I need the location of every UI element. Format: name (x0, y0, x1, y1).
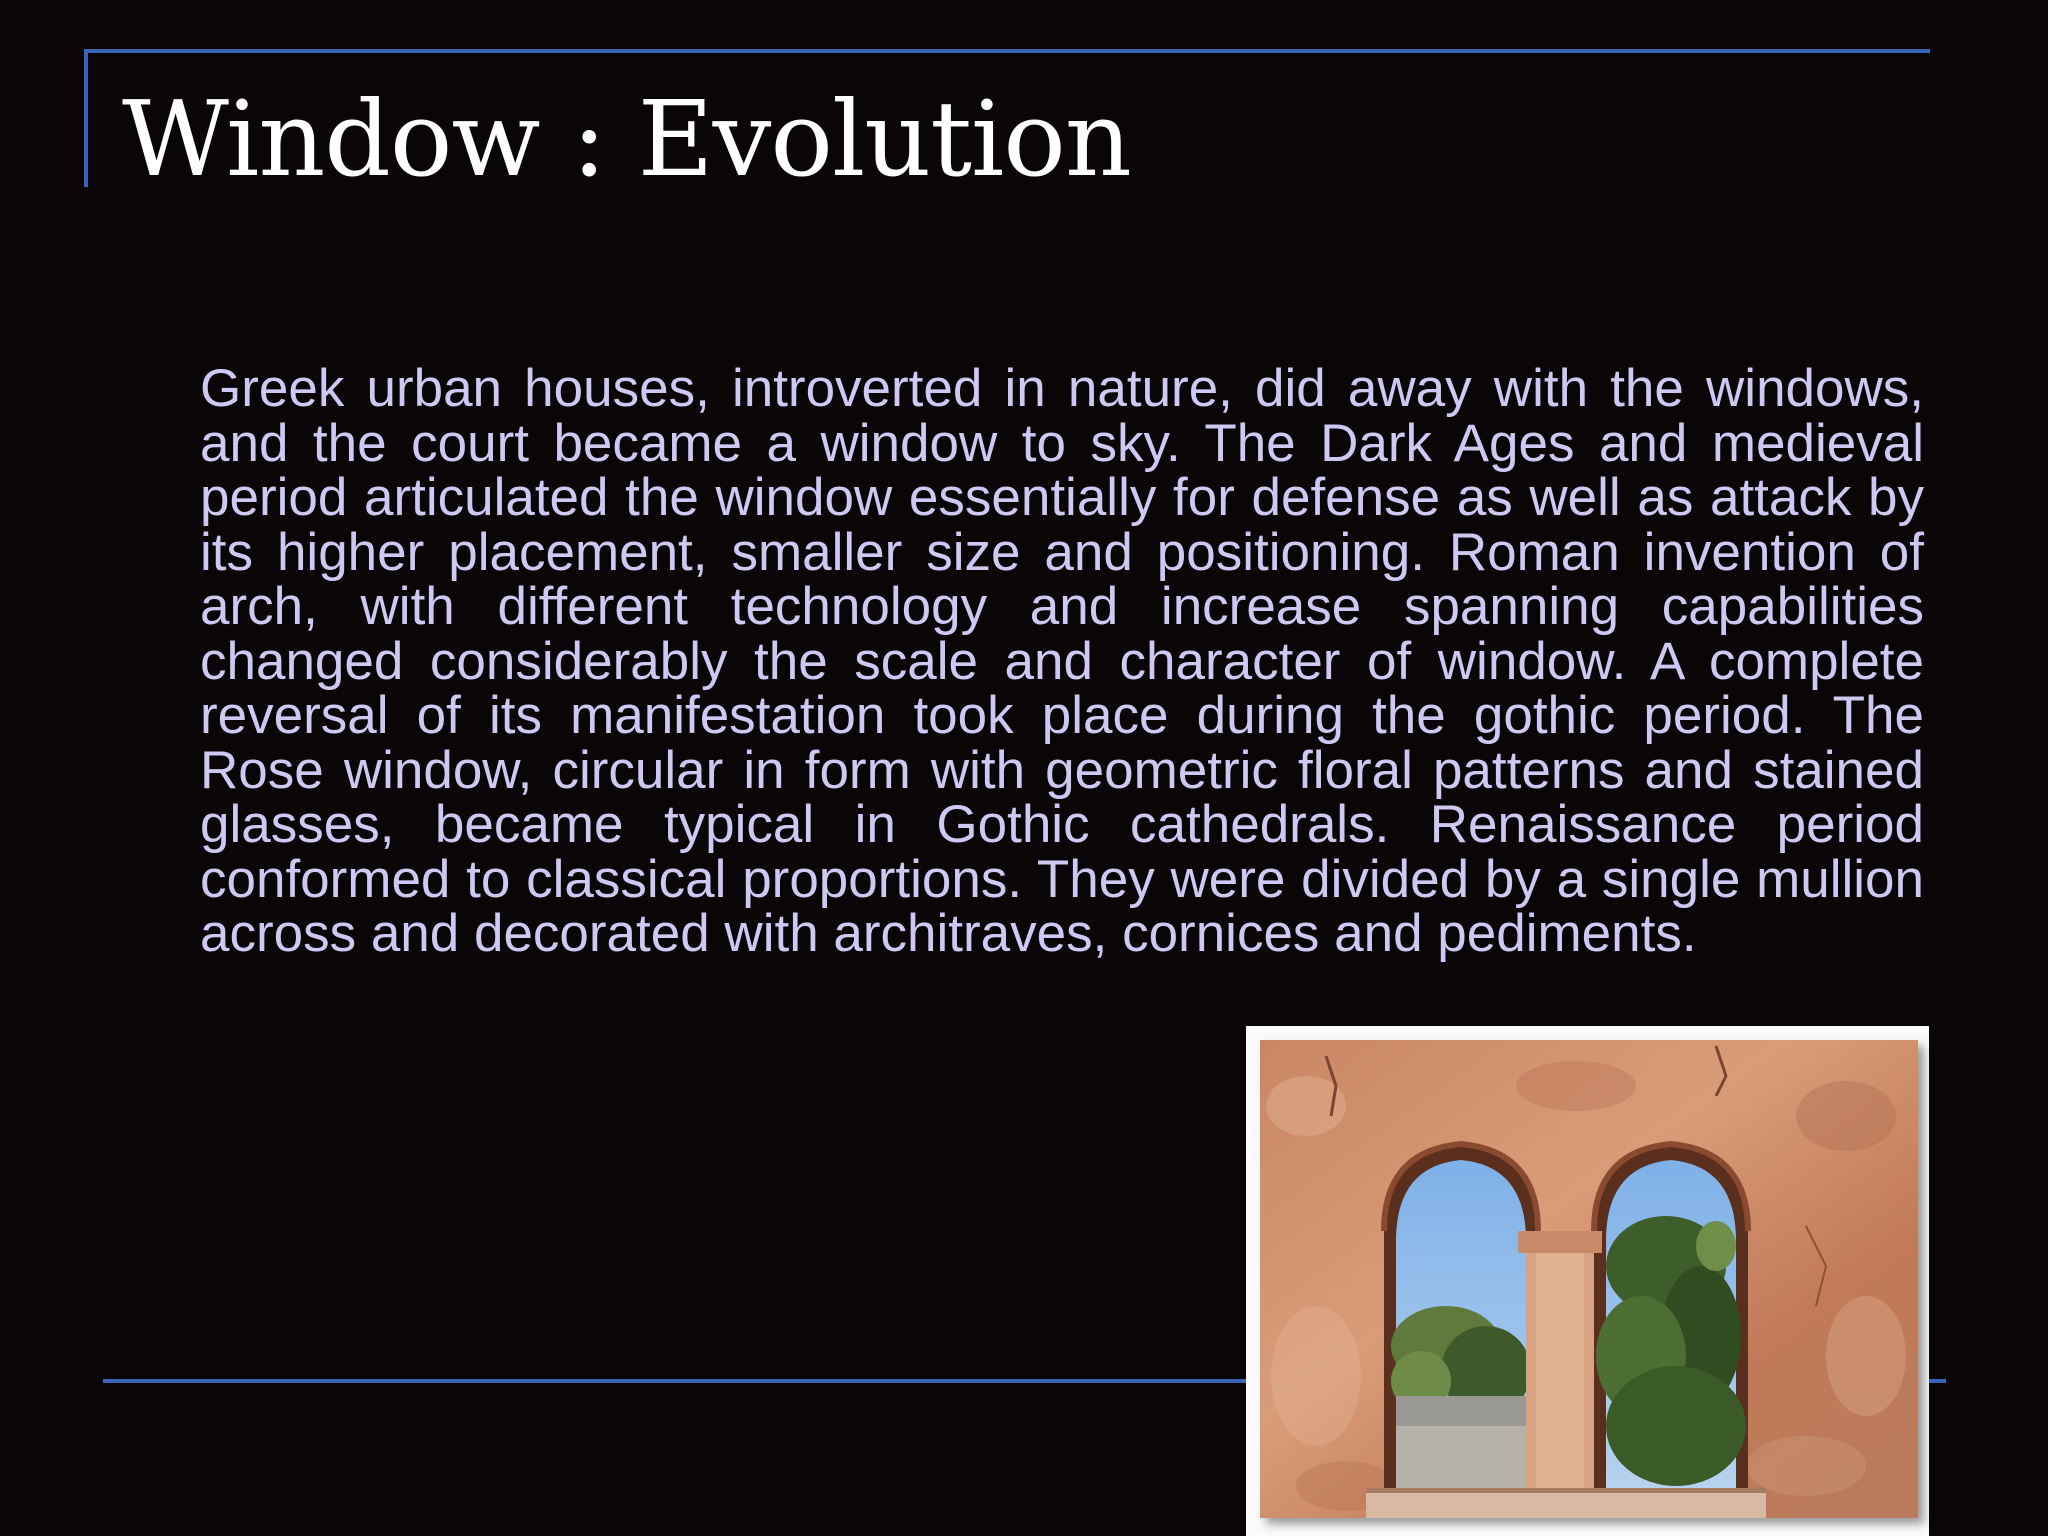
slide-title: Window : Evolution (122, 78, 1131, 200)
left-rule (84, 49, 88, 187)
body-paragraph: Greek urban houses, introverted in nature, did away with the windows, and the court became a window to sky. The Dark Ages and medieval period articulated the window essentially for defense as well as attack by its higher placement, smaller size and positioning. Roman invention of arch, with different technology and increase spanning capabilities changed considerably the scale and character of window. A complete reversal of its manifestation took place during the gothic period. The Rose window, circular in form with geometric floral patterns and stained glasses, became typical in Gothic cathedrals. Renaissance period conformed to classical proportions. They were divided by a single mullion across and decorated with architraves, cornices and pediments. (200, 359, 1924, 963)
top-rule (84, 49, 1930, 53)
arched-window-photo (1246, 1026, 1929, 1536)
